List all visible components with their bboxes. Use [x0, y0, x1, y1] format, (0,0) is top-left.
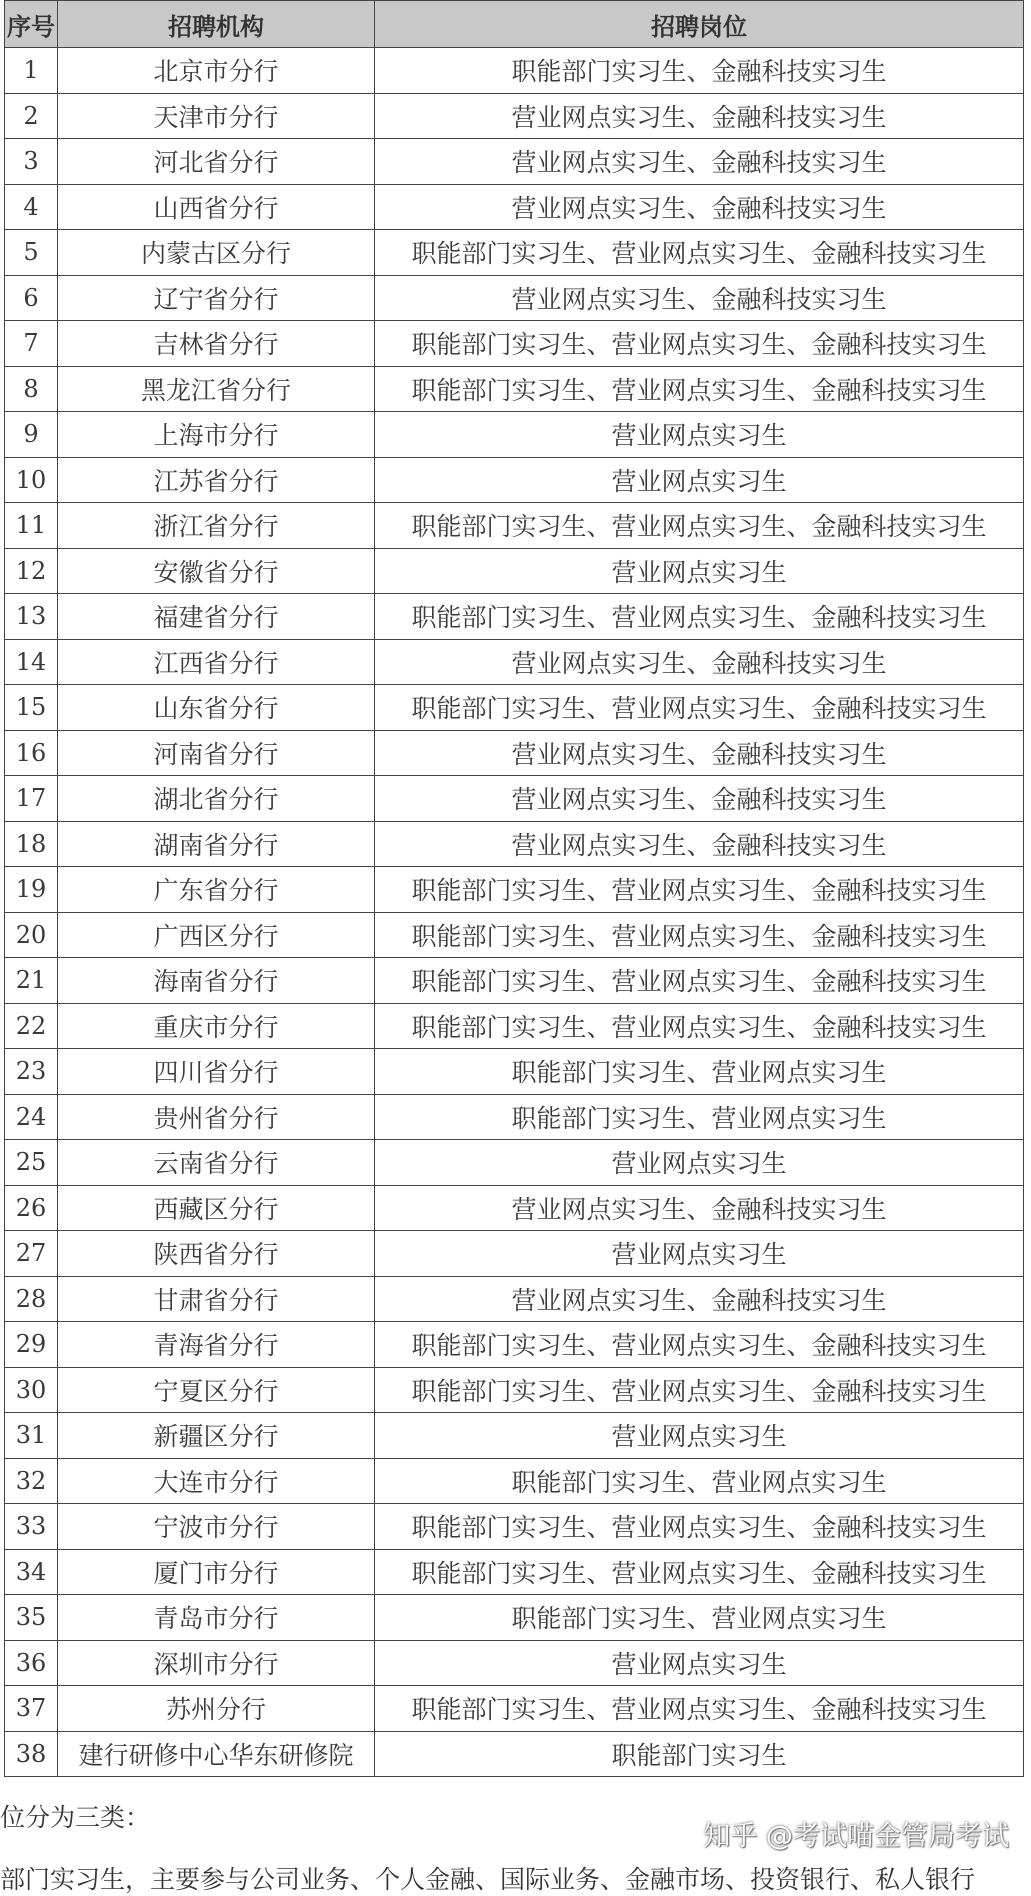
row-organization: 山西省分行 — [58, 184, 375, 230]
table-row — [5, 821, 1024, 867]
table-row — [5, 1140, 1024, 1186]
header-index: 序号 — [5, 1, 58, 48]
table-row — [5, 1731, 1024, 1777]
row-organization: 天津市分行 — [58, 93, 375, 139]
row-index: 22 — [5, 1003, 58, 1049]
table-row — [5, 958, 1024, 1004]
row-positions: 职能部门实习生、营业网点实习生、金融科技实习生 — [375, 912, 1024, 958]
table-row — [5, 594, 1024, 640]
row-index: 29 — [5, 1322, 58, 1368]
row-index: 17 — [5, 776, 58, 822]
row-organization: 青海省分行 — [58, 1322, 375, 1368]
row-positions: 营业网点实习生 — [375, 1231, 1024, 1277]
row-index: 7 — [5, 321, 58, 367]
row-positions: 职能部门实习生、营业网点实习生、金融科技实习生 — [375, 594, 1024, 640]
table-row — [5, 457, 1024, 503]
row-organization: 苏州分行 — [58, 1686, 375, 1732]
row-index: 32 — [5, 1458, 58, 1504]
table-row — [5, 912, 1024, 958]
table-row — [5, 1003, 1024, 1049]
row-organization: 大连市分行 — [58, 1458, 375, 1504]
row-index: 25 — [5, 1140, 58, 1186]
table-row — [5, 1504, 1024, 1550]
row-index: 15 — [5, 685, 58, 731]
row-positions: 营业网点实习生、金融科技实习生 — [375, 93, 1024, 139]
row-index: 31 — [5, 1413, 58, 1459]
row-index: 20 — [5, 912, 58, 958]
row-organization: 湖南省分行 — [58, 821, 375, 867]
table-row — [5, 275, 1024, 321]
table-row — [5, 1549, 1024, 1595]
row-positions: 营业网点实习生、金融科技实习生 — [375, 1185, 1024, 1231]
table-row — [5, 1640, 1024, 1686]
row-organization: 内蒙古区分行 — [58, 230, 375, 276]
table-row — [5, 1276, 1024, 1322]
row-positions: 营业网点实习生、金融科技实习生 — [375, 821, 1024, 867]
row-index: 33 — [5, 1504, 58, 1550]
row-index: 12 — [5, 548, 58, 594]
row-positions: 营业网点实习生 — [375, 1140, 1024, 1186]
row-organization: 北京市分行 — [58, 48, 375, 94]
row-organization: 青岛市分行 — [58, 1595, 375, 1641]
row-organization: 广西区分行 — [58, 912, 375, 958]
row-organization: 新疆区分行 — [58, 1413, 375, 1459]
row-positions: 营业网点实习生、金融科技实习生 — [375, 1276, 1024, 1322]
table-row — [5, 1413, 1024, 1459]
row-index: 16 — [5, 730, 58, 776]
description-text: 部门实习生，主要参与公司业务、个人金融、国际业务、金融市场、投资银行、私人银行 — [0, 1865, 976, 1894]
row-organization: 甘肃省分行 — [58, 1276, 375, 1322]
row-index: 21 — [5, 958, 58, 1004]
table-header — [5, 1, 1024, 48]
row-index: 18 — [5, 821, 58, 867]
table-row — [5, 184, 1024, 230]
table-row — [5, 776, 1024, 822]
table-row — [5, 1595, 1024, 1641]
row-index: 30 — [5, 1367, 58, 1413]
table-row — [5, 503, 1024, 549]
table-row — [5, 1686, 1024, 1732]
zhihu-watermark: 知乎 @考试喵金管局考试 — [703, 1821, 1009, 1852]
row-index: 14 — [5, 639, 58, 685]
row-organization: 海南省分行 — [58, 958, 375, 1004]
row-organization: 安徽省分行 — [58, 548, 375, 594]
row-organization: 深圳市分行 — [58, 1640, 375, 1686]
row-positions: 职能部门实习生、营业网点实习生、金融科技实习生 — [375, 1367, 1024, 1413]
row-organization: 浙江省分行 — [58, 503, 375, 549]
table-row — [5, 1049, 1024, 1095]
row-organization: 广东省分行 — [58, 867, 375, 913]
row-index: 6 — [5, 275, 58, 321]
row-index: 19 — [5, 867, 58, 913]
row-positions: 营业网点实习生 — [375, 412, 1024, 458]
row-organization: 黑龙江省分行 — [58, 366, 375, 412]
row-index: 26 — [5, 1185, 58, 1231]
intro-text: 位分为三类： — [0, 1803, 151, 1832]
row-organization: 江西省分行 — [58, 639, 375, 685]
row-index: 34 — [5, 1549, 58, 1595]
row-organization: 云南省分行 — [58, 1140, 375, 1186]
table-row — [5, 1367, 1024, 1413]
row-index: 3 — [5, 139, 58, 185]
row-index: 28 — [5, 1276, 58, 1322]
row-positions: 职能部门实习生、营业网点实习生 — [375, 1595, 1024, 1641]
row-positions: 职能部门实习生、营业网点实习生、金融科技实习生 — [375, 685, 1024, 731]
row-organization: 江苏省分行 — [58, 457, 375, 503]
row-organization: 辽宁省分行 — [58, 275, 375, 321]
row-organization: 贵州省分行 — [58, 1094, 375, 1140]
table-row — [5, 1322, 1024, 1368]
row-organization: 上海市分行 — [58, 412, 375, 458]
row-positions: 营业网点实习生 — [375, 548, 1024, 594]
row-index: 2 — [5, 93, 58, 139]
row-positions: 营业网点实习生 — [375, 1413, 1024, 1459]
row-positions: 职能部门实习生、营业网点实习生 — [375, 1049, 1024, 1095]
row-positions: 职能部门实习生、营业网点实习生、金融科技实习生 — [375, 1549, 1024, 1595]
table-row — [5, 1094, 1024, 1140]
recruitment-table — [4, 0, 1024, 1777]
table-body — [5, 48, 1024, 1777]
row-index: 38 — [5, 1731, 58, 1777]
row-organization: 西藏区分行 — [58, 1185, 375, 1231]
row-positions: 营业网点实习生、金融科技实习生 — [375, 275, 1024, 321]
table-row — [5, 685, 1024, 731]
row-organization: 宁波市分行 — [58, 1504, 375, 1550]
row-index: 5 — [5, 230, 58, 276]
table-row — [5, 139, 1024, 185]
table-row — [5, 93, 1024, 139]
row-positions: 职能部门实习生、营业网点实习生、金融科技实习生 — [375, 867, 1024, 913]
row-positions: 职能部门实习生、营业网点实习生、金融科技实习生 — [375, 1322, 1024, 1368]
row-organization: 山东省分行 — [58, 685, 375, 731]
table-row — [5, 230, 1024, 276]
row-positions: 职能部门实习生、营业网点实习生、金融科技实习生 — [375, 1504, 1024, 1550]
row-positions: 职能部门实习生、营业网点实习生、金融科技实习生 — [375, 366, 1024, 412]
row-organization: 厦门市分行 — [58, 1549, 375, 1595]
row-index: 35 — [5, 1595, 58, 1641]
row-index: 37 — [5, 1686, 58, 1732]
header-organization: 招聘机构 — [58, 1, 375, 48]
row-positions: 职能部门实习生、金融科技实习生 — [375, 48, 1024, 94]
row-positions: 职能部门实习生、营业网点实习生、金融科技实习生 — [375, 503, 1024, 549]
row-index: 36 — [5, 1640, 58, 1686]
row-positions: 营业网点实习生 — [375, 1640, 1024, 1686]
row-positions: 职能部门实习生、营业网点实习生 — [375, 1458, 1024, 1504]
row-index: 23 — [5, 1049, 58, 1095]
row-organization: 湖北省分行 — [58, 776, 375, 822]
header-row — [5, 1, 1024, 48]
row-organization: 河北省分行 — [58, 139, 375, 185]
row-positions: 职能部门实习生、营业网点实习生、金融科技实习生 — [375, 321, 1024, 367]
row-positions: 营业网点实习生 — [375, 457, 1024, 503]
table-row — [5, 321, 1024, 367]
table-row — [5, 412, 1024, 458]
row-positions: 营业网点实习生、金融科技实习生 — [375, 139, 1024, 185]
row-positions: 职能部门实习生、营业网点实习生、金融科技实习生 — [375, 958, 1024, 1004]
row-positions: 职能部门实习生、营业网点实习生、金融科技实习生 — [375, 1003, 1024, 1049]
table-row — [5, 730, 1024, 776]
row-positions: 营业网点实习生、金融科技实习生 — [375, 184, 1024, 230]
row-positions: 营业网点实习生、金融科技实习生 — [375, 639, 1024, 685]
row-index: 1 — [5, 48, 58, 94]
table-row — [5, 1231, 1024, 1277]
row-positions: 职能部门实习生、营业网点实习生、金融科技实习生 — [375, 230, 1024, 276]
row-positions: 职能部门实习生、营业网点实习生、金融科技实习生 — [375, 1686, 1024, 1732]
row-positions: 营业网点实习生、金融科技实习生 — [375, 776, 1024, 822]
row-organization: 陕西省分行 — [58, 1231, 375, 1277]
table-row — [5, 366, 1024, 412]
row-organization: 河南省分行 — [58, 730, 375, 776]
row-organization: 宁夏区分行 — [58, 1367, 375, 1413]
header-positions: 招聘岗位 — [375, 1, 1024, 48]
row-index: 27 — [5, 1231, 58, 1277]
row-organization: 重庆市分行 — [58, 1003, 375, 1049]
row-index: 8 — [5, 366, 58, 412]
row-organization: 建行研修中心华东研修院 — [58, 1731, 375, 1777]
row-organization: 四川省分行 — [58, 1049, 375, 1095]
row-index: 10 — [5, 457, 58, 503]
row-positions: 职能部门实习生、营业网点实习生 — [375, 1094, 1024, 1140]
table-row — [5, 639, 1024, 685]
table-row — [5, 548, 1024, 594]
row-index: 4 — [5, 184, 58, 230]
table-row — [5, 48, 1024, 94]
table-row — [5, 867, 1024, 913]
table-row — [5, 1185, 1024, 1231]
row-index: 24 — [5, 1094, 58, 1140]
row-index: 9 — [5, 412, 58, 458]
row-index: 13 — [5, 594, 58, 640]
row-index: 11 — [5, 503, 58, 549]
row-organization: 福建省分行 — [58, 594, 375, 640]
table-row — [5, 1458, 1024, 1504]
row-organization: 吉林省分行 — [58, 321, 375, 367]
row-positions: 职能部门实习生 — [375, 1731, 1024, 1777]
row-positions: 营业网点实习生、金融科技实习生 — [375, 730, 1024, 776]
